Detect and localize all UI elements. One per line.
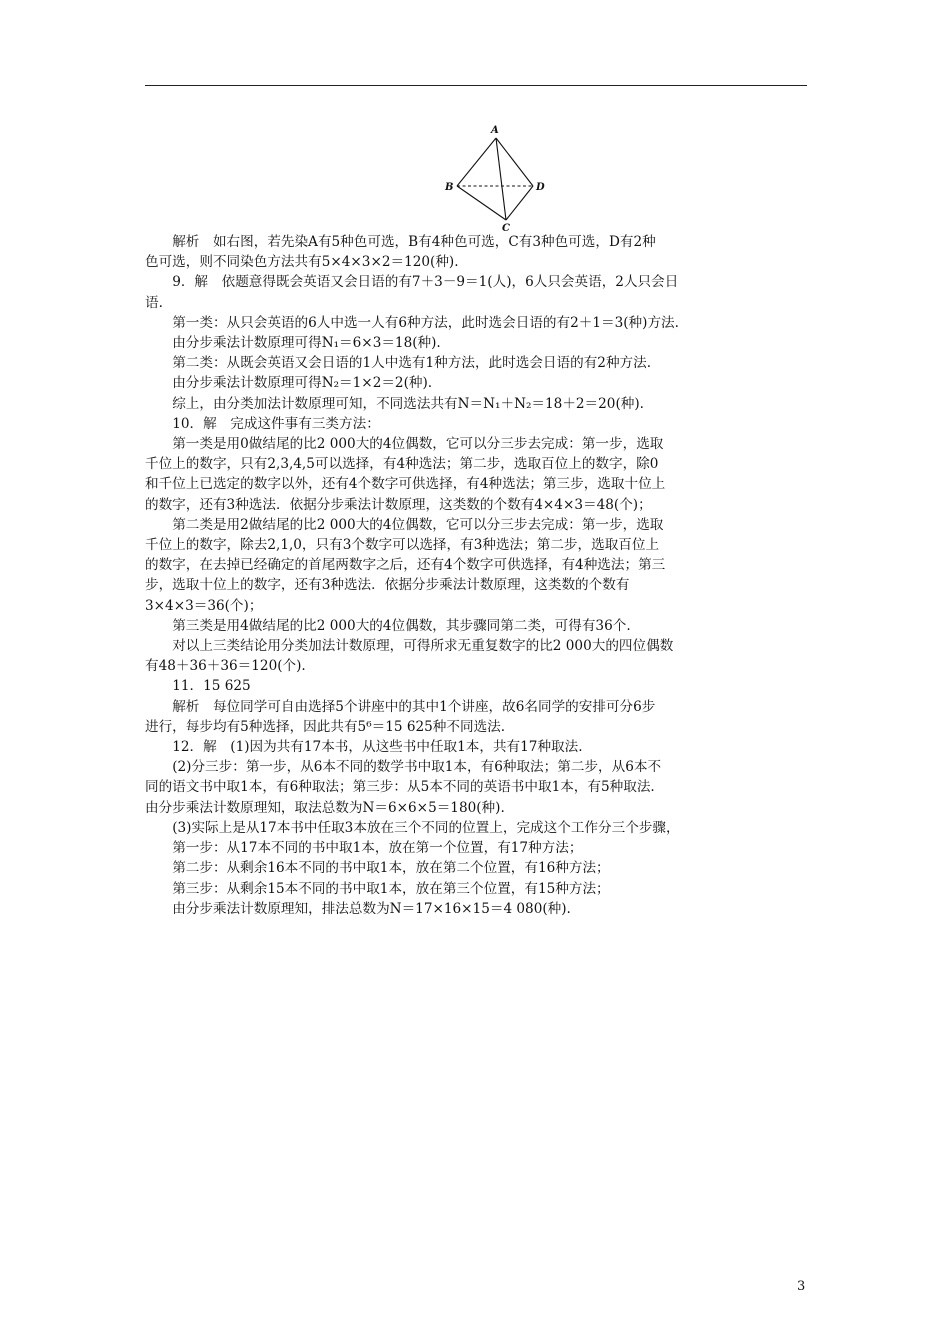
text-line: 解析 每位同学可自由选择5个讲座中的其中1个讲座，故6名同学的安排可分6步 [172, 698, 656, 715]
header-rule [145, 85, 807, 86]
text-line: 语. [145, 294, 163, 311]
text-line: 第一步：从17本不同的书中取1本，放在第一个位置，有17种方法； [172, 840, 583, 857]
text-line: 第二类是用2做结尾的比2 000大的4位偶数，它可以分三步去完成：第一步，选取 [172, 516, 664, 533]
text-line: 综上，由分类加法计数原理可知，不同选法共有N＝N₁＋N₂＝18＋2＝20(种). [172, 395, 644, 412]
text-line: 和千位上已选定的数字以外，还有4个数字可供选择，有4种选法；第三步，选取十位上 [145, 476, 666, 493]
vertex-label-d: D [536, 182, 545, 193]
text-line: 第一类：从只会英语的6人中选一人有6种方法，此时选会日语的有2＋1＝3(种)方法. [172, 314, 679, 331]
text-line: 千位上的数字，除去2,1,0，只有3个数字可以选择，有3种选法；第二步，选取百位上 [145, 537, 660, 554]
text-line: 千位上的数字，只有2,3,4,5可以选择，有4种选法；第二步，选取百位上的数字，除0 [145, 456, 659, 473]
text-line: 解析 如右图，若先染A有5种色可选，B有4种色可选，C有3种色可选，D有2种 [172, 234, 656, 250]
text-line: (3)实际上是从17本书中任取3本放在三个不同的位置上，完成这个工作分三个步骤， [172, 819, 680, 836]
text-line: 第二类：从既会英语又会日语的1人中选有1种方法，此时选会日语的有2种方法. [172, 355, 652, 372]
text-line: 第一类是用0做结尾的比2 000大的4位偶数，它可以分三步去完成：第一步，选取 [172, 436, 664, 453]
tetrahedron-diagram [440, 120, 550, 232]
text-line: 对以上三类结论用分类加法计数原理，可得所求无重复数字的比2 000大的四位偶数 [172, 638, 674, 655]
text-line: 的数字，还有3种选法．依据分步乘法计数原理，这类数的个数有4×4×3＝48(个)； [145, 496, 652, 513]
text-line: 9．解 依题意得既会英语又会日语的有7＋3－9＝1(人)，6人只会英语，2人只会日 [172, 274, 679, 291]
text-line: 第二步：从剩余16本不同的书中取1本，放在第二个位置，有16种方法； [172, 860, 610, 877]
text-line: 进行，每步均有5种选择，因此共有5⁶＝15 625种不同选法. [145, 718, 506, 735]
vertex-label-a: A [491, 125, 499, 136]
text-line: 第三类是用4做结尾的比2 000大的4位偶数，其步骤同第二类，可得有36个. [172, 617, 631, 634]
text-line: 由分步乘法计数原理知，取法总数为N＝6×6×5＝180(种). [145, 799, 505, 816]
text-line: 10．解 完成这件事有三类方法： [172, 415, 380, 432]
text-line: 12．解 (1)因为共有17本书，从这些书中任取1本，共有17种取法. [172, 739, 583, 756]
vertex-label-c: C [502, 223, 510, 232]
text-line: 11．15 625 [172, 678, 251, 695]
vertex-label-b: B [445, 182, 454, 193]
text-line: 3×4×3＝36(个)； [145, 597, 263, 614]
page-number: 3 [797, 1279, 806, 1294]
text-line: 步，选取十位上的数字，还有3种选法．依据分步乘法计数原理，这类数的个数有 [145, 577, 630, 594]
text-line: 的数字，在去掉已经确定的首尾两数字之后，还有4个数字可供选择，有4种选法；第三 [145, 557, 666, 574]
text-line: 第三步：从剩余15本不同的书中取1本，放在第三个位置，有15种方法； [172, 880, 610, 897]
text-line: 由分步乘法计数原理可得N₁＝6×3＝18(种). [172, 335, 441, 352]
text-line: (2)分三步：第一步，从6本不同的数学书中取1本，有6种取法；第二步，从6本不 [172, 759, 662, 776]
text-line: 同的语文书中取1本，有6种取法；第三步：从5本不同的英语书中取1本，有5种取法. [145, 779, 655, 796]
text-line: 有48＋36＋36＝120(个). [145, 658, 306, 675]
text-line: 由分步乘法计数原理知，排法总数为N＝17×16×15＝4 080(种). [172, 900, 571, 917]
text-line: 色可选，则不同染色方法共有5×4×3×2＝120(种). [145, 254, 459, 271]
tetrahedron-figure [440, 120, 550, 232]
text-line: 由分步乘法计数原理可得N₂＝1×2＝2(种). [172, 375, 433, 392]
solution-text [145, 232, 809, 919]
